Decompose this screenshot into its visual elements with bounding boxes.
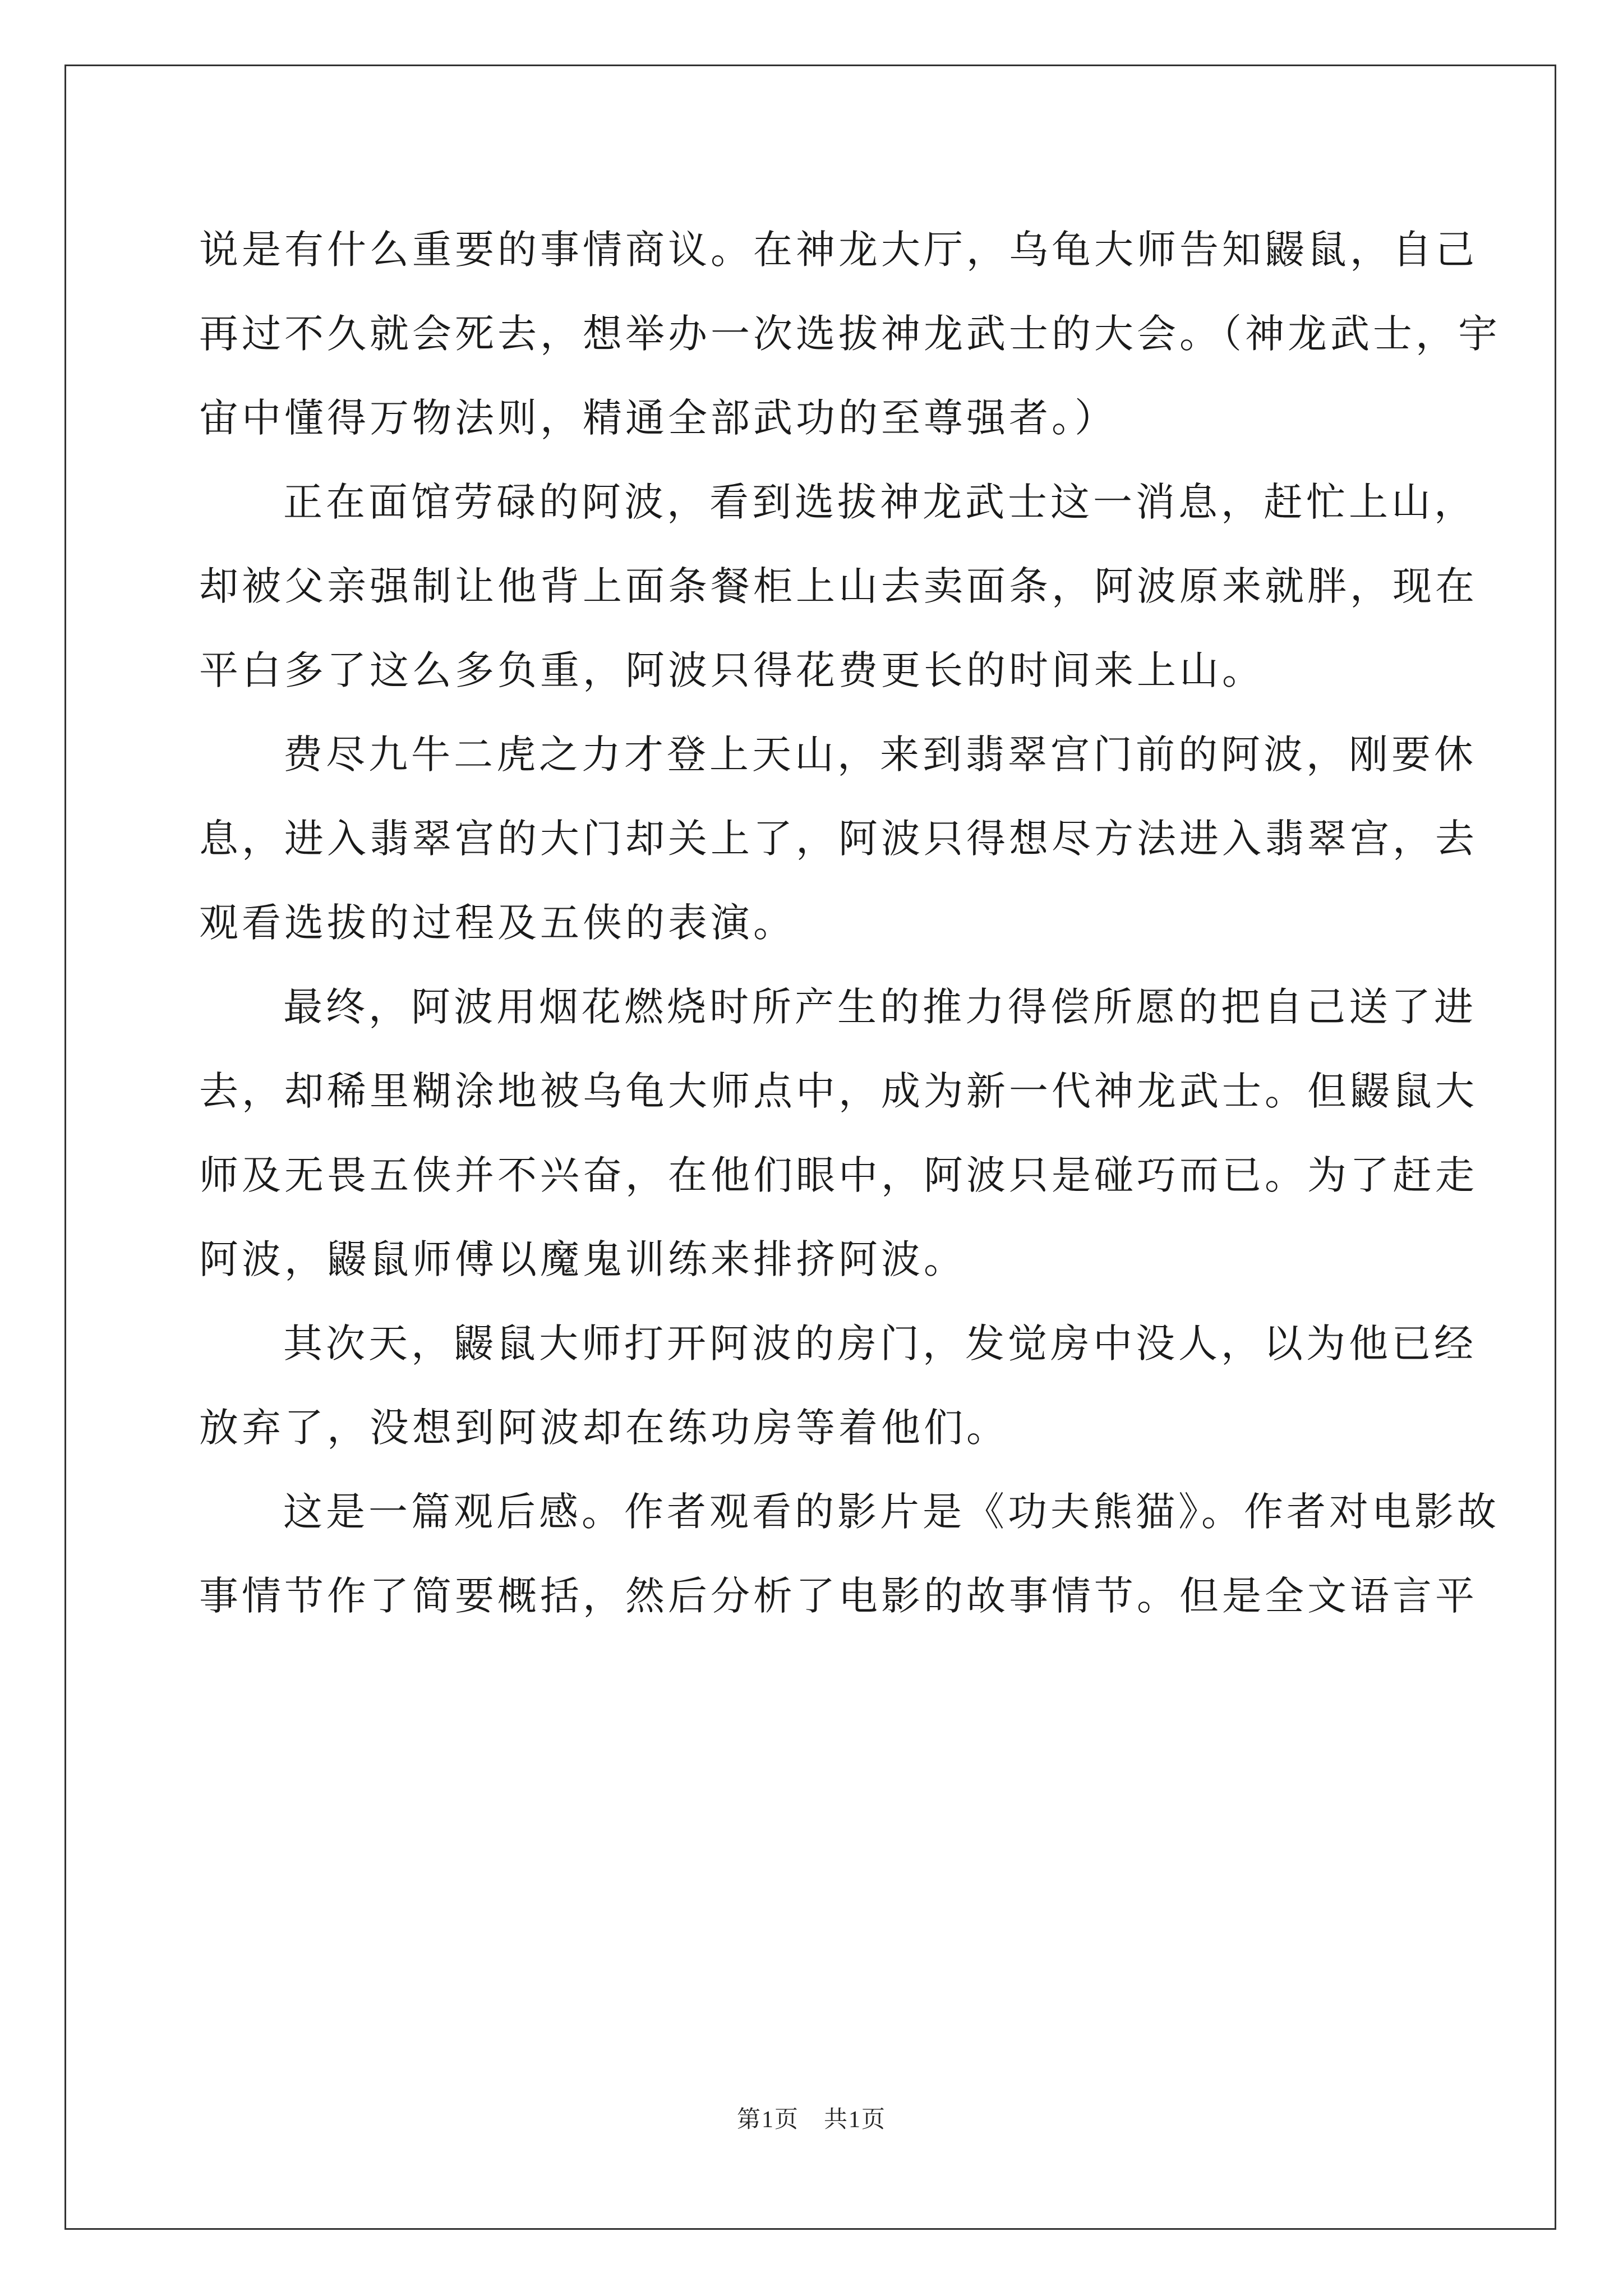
text-line: 息，进入翡翠宫的大门却关上了，阿波只得想尽方法进入翡翠宫，去 — [199, 816, 1478, 862]
paragraph-4 — [199, 965, 1478, 1301]
text-line: 其次天，鼹鼠大师打开阿波的房门，发觉房中没人，以为他已经 — [283, 1320, 1477, 1366]
paragraph-2 — [199, 460, 1478, 712]
text-line: 师及无畏五侠并不兴奋，在他们眼中，阿波只是碰巧而已。为了赶走 — [199, 1152, 1478, 1198]
text-line: 宙中懂得万物法则，精通全部武功的至尊强者。） — [199, 395, 1117, 441]
paragraph-3 — [199, 712, 1478, 965]
paragraph-6 — [199, 1470, 1500, 1638]
paragraph-1 — [199, 208, 1501, 460]
text-line: 费尽九牛二虎之力才登上天山，来到翡翠宫门前的阿波，刚要休 — [283, 731, 1477, 777]
text-line: 说是有什么重要的事情商议。在神龙大厅，乌龟大师告知鼹鼠，自己 — [199, 227, 1478, 273]
text-line: 这是一篇观后感。作者观看的影片是《功夫熊猫》。作者对电影故 — [283, 1489, 1500, 1535]
text-line: 阿波，鼹鼠师傅以魔鬼训练来排挤阿波。 — [199, 1236, 966, 1282]
text-line: 观看选拔的过程及五侠的表演。 — [199, 900, 796, 946]
text-line: 去，却稀里糊涂地被乌龟大师点中，成为新一代神龙武士。但鼹鼠大 — [199, 1068, 1478, 1114]
page-number-footer: 第1页 共1页 — [736, 2107, 886, 2133]
paragraph-5 — [199, 1301, 1477, 1470]
document-body — [199, 208, 1501, 1638]
text-line: 最终，阿波用烟花燃烧时所产生的推力得偿所愿的把自己送了进 — [283, 984, 1477, 1030]
text-line: 事情节作了简要概括，然后分析了电影的故事情节。但是全文语言平 — [199, 1573, 1478, 1619]
text-line: 放弃了，没想到阿波却在练功房等着他们。 — [199, 1405, 1009, 1451]
text-line: 却被父亲强制让他背上面条餐柜上山去卖面条，阿波原来就胖，现在 — [199, 563, 1478, 609]
text-line: 正在面馆劳碌的阿波，看到选拔神龙武士这一消息，赶忙上山， — [283, 479, 1477, 525]
text-line: 平白多了这么多负重，阿波只得花费更长的时间来上山。 — [199, 647, 1265, 693]
text-line: 再过不久就会死去，想举办一次选拔神龙武士的大会。（神龙武士，宇 — [199, 311, 1501, 357]
